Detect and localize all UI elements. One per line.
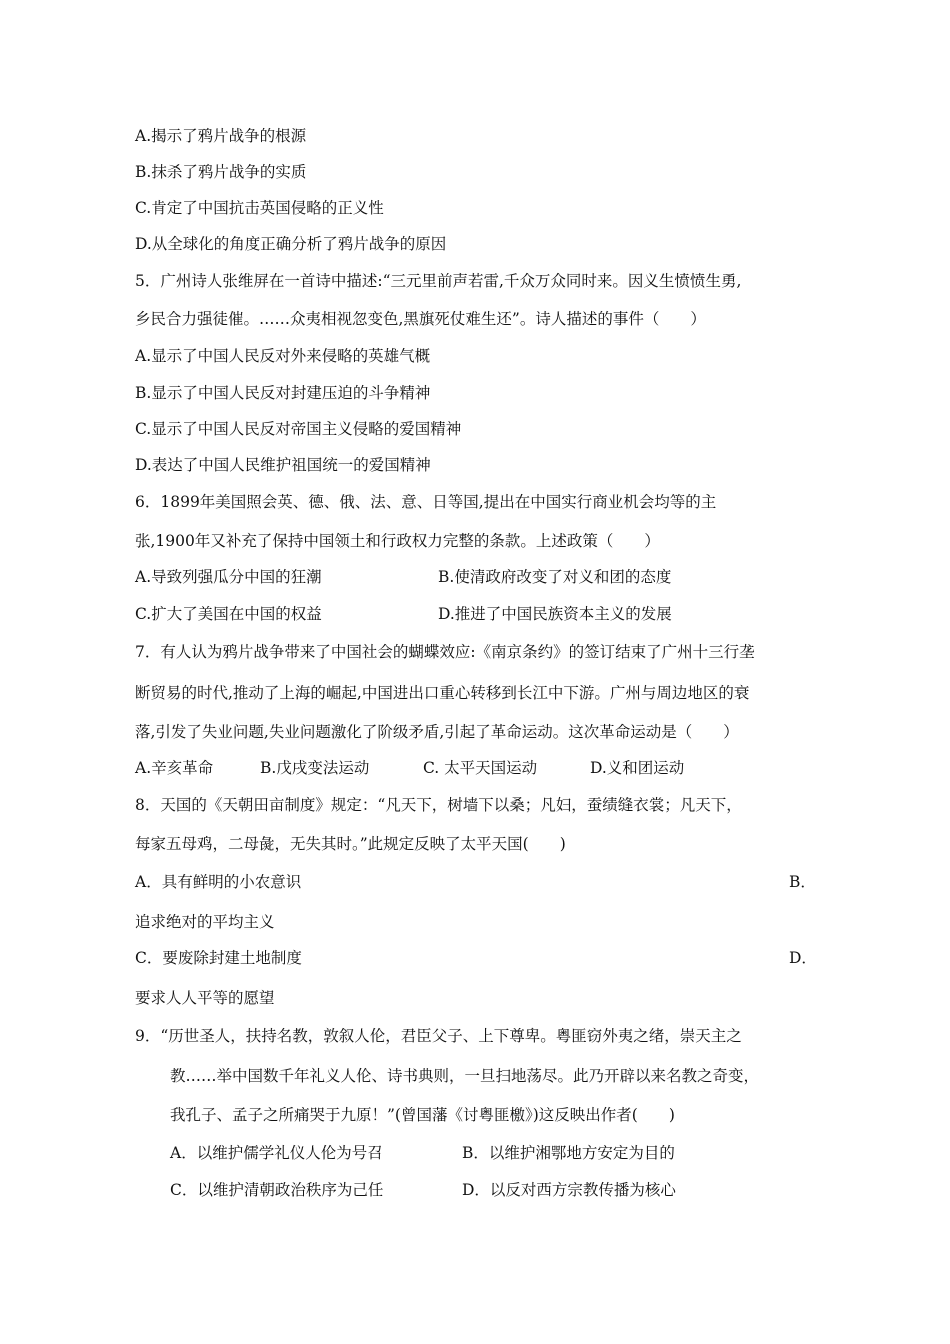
q7-stem-line2: 断贸易的时代,推动了上海的崛起,中国进出口重心转移到长江中下游。广州与周边地区的衰 — [135, 684, 750, 702]
q7-stem-line3: 落,引发了失业问题,失业问题激化了阶级矛盾,引起了革命运动。这次革命运动是（ ） — [135, 723, 739, 741]
q5-option-a: A.显示了中国人民反对外来侵略的英雄气概 — [135, 347, 431, 365]
q6-option-c: C.扩大了美国在中国的权益 — [135, 605, 322, 623]
q5-stem-line2: 乡民合力强徒催。……众夷相视忽变色,黑旗死仗难生还”。诗人描述的事件（ ） — [135, 310, 706, 328]
q4-option-c: C.肯定了中国抗击英国侵略的正义性 — [135, 199, 384, 217]
q4-option-a: A.揭示了鸦片战争的根源 — [135, 127, 307, 145]
q8-option-a: A．具有鲜明的小农意识 — [135, 873, 302, 891]
q5-option-b: B.显示了中国人民反对封建压迫的斗争精神 — [135, 384, 431, 402]
q8-option-b-marker: B． — [789, 873, 816, 891]
q8-option-d: 要求人人平等的愿望 — [135, 989, 275, 1007]
q9-stem-line1: 9．“历世圣人，扶持名教，敦叙人伦，君臣父子、上下尊卑。粤匪窃外夷之绪，崇天主之 — [135, 1027, 742, 1045]
q5-option-c: C.显示了中国人民反对帝国主义侵略的爱国精神 — [135, 420, 462, 438]
q6-option-d: D.推进了中国民族资本主义的发展 — [438, 605, 672, 623]
q9-option-c: C．以维护清朝政治秩序为己任 — [170, 1181, 384, 1199]
q4-option-d: D.从全球化的角度正确分析了鸦片战争的原因 — [135, 235, 447, 253]
q8-stem-line2: 每家五母鸡，二母彘，无失其时。”此规定反映了太平天国( ) — [135, 835, 566, 853]
q6-stem-line1: 6．1899年美国照会英、德、俄、法、意、日等国,提出在中国实行商业机会均等的主 — [135, 493, 717, 511]
q7-stem-line1: 7．有人认为鸦片战争带来了中国社会的蝴蝶效应:《南京条约》的签订结束了广州十三行垄 — [135, 643, 755, 661]
q4-option-b: B.抹杀了鸦片战争的实质 — [135, 163, 307, 181]
q6-option-a: A.导致列强瓜分中国的狂潮 — [135, 568, 322, 586]
q7-option-b: B.戊戌变法运动 — [260, 759, 370, 777]
q5-option-d: D.表达了中国人民维护祖国统一的爱国精神 — [135, 456, 431, 474]
q7-option-a: A.辛亥革命 — [135, 759, 214, 777]
q8-option-b: 追求绝对的平均主义 — [135, 913, 275, 931]
q9-stem-line2: 教……举中国数千年礼义人伦、诗书典则，一旦扫地荡尽。此乃开辟以来名教之奇变， — [170, 1067, 760, 1085]
q8-option-d-marker: D． — [789, 949, 817, 967]
q6-option-b: B.使清政府改变了对义和团的态度 — [438, 568, 672, 586]
q8-stem-line1: 8．天国的《天朝田亩制度》规定：“凡天下，树墙下以桑；凡妇，蚕绩缝衣裳；凡天下， — [135, 796, 742, 814]
q8-option-c: C．要废除封建土地制度 — [135, 949, 302, 967]
q9-option-d: D．以反对西方宗教传播为核心 — [462, 1181, 676, 1199]
q9-option-b: B．以维护湘鄂地方安定为目的 — [462, 1144, 675, 1162]
q7-option-c: C. 太平天国运动 — [423, 759, 538, 777]
q5-stem-line1: 5．广州诗人张维屏在一首诗中描述:“三元里前声若雷,千众万众同时来。因义生愤愤生勇, — [135, 272, 742, 290]
q9-stem-line3: 我孔子、孟子之所痛哭于九原！”(曾国藩《讨粤匪檄》)这反映出作者( ) — [170, 1106, 675, 1124]
q7-option-d: D.义和团运动 — [590, 759, 685, 777]
q6-stem-line2: 张,1900年又补充了保持中国领土和行政权力完整的条款。上述政策（ ） — [135, 532, 660, 550]
q9-option-a: A．以维护儒学礼仪人伦为号召 — [170, 1144, 383, 1162]
